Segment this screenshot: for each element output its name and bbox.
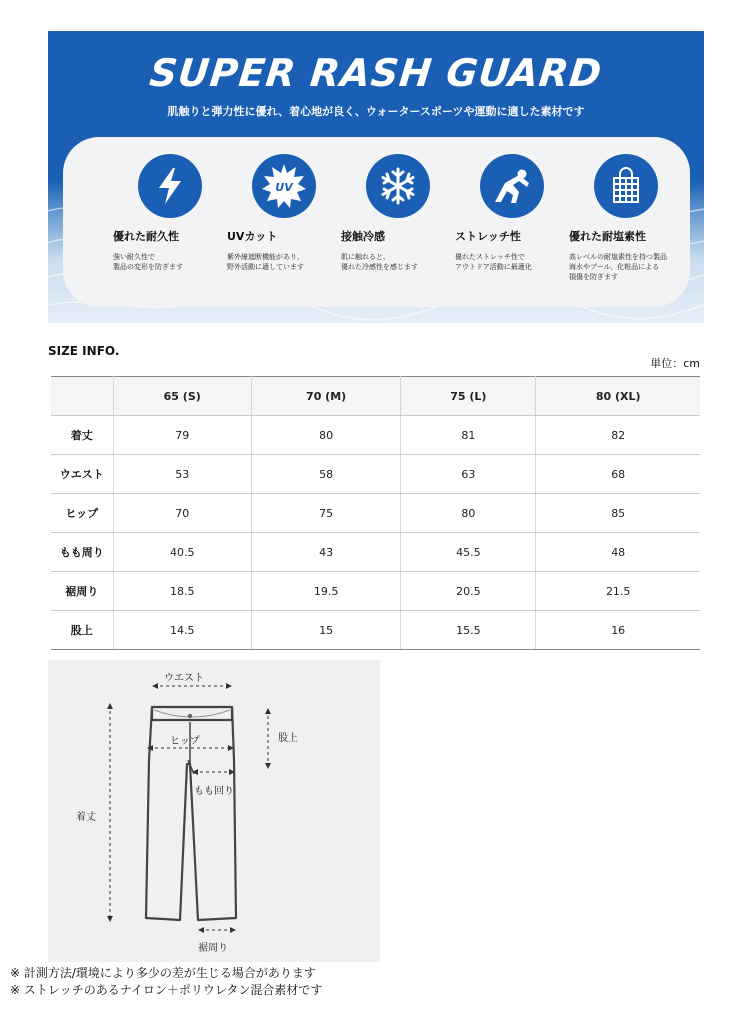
feature-durability [111, 154, 229, 272]
length-label: 着丈 [76, 812, 96, 823]
header-cell: 75 (L) [401, 377, 536, 416]
waist-label: ウエスト [164, 673, 204, 684]
table-cell: 68 [536, 455, 700, 494]
feature-stretch [453, 154, 571, 272]
header-cell: 70 (M) [251, 377, 400, 416]
size-table [51, 376, 700, 650]
table-cell: 14.5 [113, 611, 251, 650]
row-label: ウエスト [51, 455, 113, 494]
banner-title: SUPER RASH GUARD [147, 51, 605, 95]
row-label: ヒップ [51, 494, 113, 533]
table-cell: 21.5 [536, 572, 700, 611]
feature-desc: 強い耐久性で 製品の変形を防ぎます [113, 253, 183, 271]
pants-illustration [48, 660, 380, 962]
table-cell: 80 [251, 416, 400, 455]
unit-label: 単位：cm [650, 357, 700, 370]
stretch-icon [480, 154, 544, 218]
product-banner [48, 31, 704, 323]
snowflake-icon [366, 154, 430, 218]
salt-resistant-icon [594, 154, 658, 218]
row-label: 股上 [51, 611, 113, 650]
feature-card [63, 137, 690, 307]
measurement-diagram [48, 660, 380, 962]
table-cell: 15 [251, 611, 400, 650]
table-cell: 16 [536, 611, 700, 650]
table-cell: 63 [401, 455, 536, 494]
feature-title: 優れた耐久性 [113, 230, 179, 243]
note-item: ※ 計測方法/環境により多少の差が生じる場合があります [10, 966, 316, 980]
table-cell: 18.5 [113, 572, 251, 611]
feature-uv-cut [225, 154, 343, 272]
table-row [51, 533, 700, 572]
row-label: 着丈 [51, 416, 113, 455]
row-label: 裾周り [51, 572, 113, 611]
feature-title: UVカット [227, 230, 278, 243]
table-cell: 81 [401, 416, 536, 455]
hip-label: ヒップ [170, 736, 200, 747]
hem-label: 裾周り [198, 943, 228, 954]
table-cell: 75 [251, 494, 400, 533]
table-cell: 70 [113, 494, 251, 533]
table-cell: 43 [251, 533, 400, 572]
feature-desc: 高レベルの耐塩素性を持つ製品 海水やプール、化粧品による 損傷を防ぎます [569, 253, 667, 281]
header-cell: 65 (S) [113, 377, 251, 416]
table-cell: 80 [401, 494, 536, 533]
feature-title: 優れた耐塩素性 [569, 230, 646, 243]
table-cell: 40.5 [113, 533, 251, 572]
table-cell: 53 [113, 455, 251, 494]
table-cell: 20.5 [401, 572, 536, 611]
button-icon [188, 714, 192, 718]
table-row [51, 572, 700, 611]
table-cell: 45.5 [401, 533, 536, 572]
table-row [51, 455, 700, 494]
note-item: ※ ストレッチのあるナイロン＋ポリウレタン混合素材です [10, 983, 323, 997]
table-cell: 58 [251, 455, 400, 494]
uv-icon [252, 154, 316, 218]
row-label: もも周り [51, 533, 113, 572]
table-row [51, 416, 700, 455]
feature-title: 接触冷感 [341, 230, 385, 243]
rise-label: 股上 [278, 733, 298, 744]
feature-chlorine-resistance [567, 154, 685, 282]
feature-title: ストレッチ性 [455, 230, 521, 243]
feature-desc: 紫外線遮断機能があり、 野外活動に適しています [227, 253, 304, 271]
table-row [51, 611, 700, 650]
notes [10, 965, 322, 999]
header-cell: 80 (XL) [536, 377, 700, 416]
thigh-label: もも回り [194, 786, 234, 797]
table-cell: 79 [113, 416, 251, 455]
table-cell: 82 [536, 416, 700, 455]
table-cell: 85 [536, 494, 700, 533]
table-cell: 15.5 [401, 611, 536, 650]
feature-cool-touch [339, 154, 457, 272]
feature-desc: 優れたストレッチ性で アウトドア活動に最適化 [455, 253, 532, 271]
svg-text:UV: UV [275, 181, 293, 194]
table-header-row [51, 377, 700, 416]
banner-subtitle: 肌触りと弾力性に優れ、着心地が良く、ウォータースポーツや運動に適した素材です [167, 105, 585, 118]
table-cell: 19.5 [251, 572, 400, 611]
feature-desc: 肌に触れると、 優れた冷感性を感じます [341, 253, 418, 271]
table-cell: 48 [536, 533, 700, 572]
header-cell [51, 377, 113, 416]
table-row [51, 494, 700, 533]
size-info-heading: SIZE INFO. [48, 344, 120, 358]
lightning-icon [138, 154, 202, 218]
